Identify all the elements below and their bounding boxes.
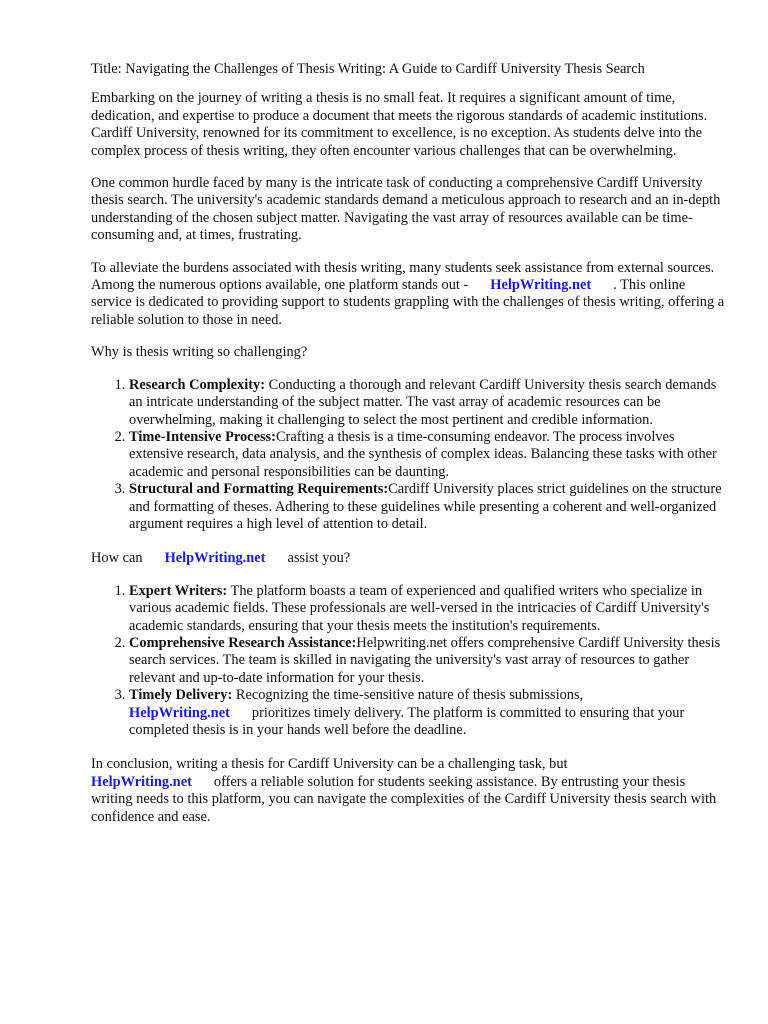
challenge-item xyxy=(129,481,728,533)
intro-paragraph-3-text-after: . This online service is dedicated to providing support to students grappling with the challenges of thesis writing, offering a reliable solution to those in need. xyxy=(91,277,725,328)
benefit-term: Comprehensive Research Assistance: xyxy=(129,634,357,651)
benefit-item xyxy=(129,635,728,687)
why-heading: Why is thesis writing so challenging? xyxy=(91,344,308,361)
how-heading-after: assist you? xyxy=(287,550,351,567)
benefit-item xyxy=(129,583,728,635)
benefit-text-before: Recognizing the time-sensitive nature of thesis submissions, xyxy=(235,687,584,704)
challenge-item xyxy=(129,429,728,481)
how-heading xyxy=(91,550,728,567)
challenge-item xyxy=(129,377,728,429)
challenge-text: Conducting a thorough and relevant Cardiff University thesis search demands an intricate understanding of the subject matter. The vast array of academic resources can be overwhelming, making it challenging to select the most pertinent and credible information. xyxy=(129,376,717,428)
intro-paragraph-2: One common hurdle faced by many is the intricate task of conducting a comprehensive Cardiff University thesis search. The university's academic standards demand a meticulous approach to research and an in-depth understanding of the chosen subject matter. Navigating the vast array of resources available can be time-consuming and, at times, frustrating. xyxy=(91,175,721,244)
challenges-list xyxy=(91,377,728,534)
benefit-text: Helpwriting.net offers comprehensive Cardiff University thesis search services. The team is skilled in navigating the university's vast array of resources to gather relevant and up-to-date information for your thesis. xyxy=(129,634,721,686)
helpwriting-link-conclusion[interactable]: HelpWriting.net xyxy=(91,773,192,790)
benefit-item xyxy=(129,687,728,739)
benefit-term: Timely Delivery: xyxy=(129,687,233,704)
benefits-list xyxy=(91,583,728,740)
how-heading-before: How can xyxy=(91,550,143,567)
conclusion-text-after: offers a reliable solution for students seeking assistance. By entrusting your thesis writing needs to this platform, you can navigate the complexities of the Cardiff University thesis search with confidence and ease. xyxy=(91,773,717,825)
intro-paragraph-1: Embarking on the journey of writing a thesis is no small feat. It requires a significant amount of time, dedication, and expertise to produce a document that meets the rigorous standards of academic institutions. Cardiff University, renowned for its commitment to excellence, is no exception. As students delve into the complex process of thesis writing, they often encounter various challenges that can be overwhelming. xyxy=(91,90,708,159)
challenge-text: Cardiff University places strict guidelines on the structure and formatting of theses. Adhering to these guidelines while presenting a coherent and well-organized argument requires a high level of attention to detail. xyxy=(129,481,722,532)
benefit-text: The platform boasts a team of experienced and qualified writers who specialize in various academic fields. These professionals are well-versed in the intricacies of Cardiff University's academic standards, ensuring that your thesis meets the institution's requirements. xyxy=(129,582,710,634)
conclusion-paragraph xyxy=(91,756,728,826)
helpwriting-link-how[interactable]: HelpWriting.net xyxy=(164,550,266,567)
challenge-term: Structural and Formatting Requirements: xyxy=(129,481,389,498)
intro-paragraph-3-text-before: To alleviate the burdens associated with thesis writing, many students seek assistance from external sources. Among the numerous options available, one platform stands out - xyxy=(91,259,715,294)
benefit-term: Expert Writers: xyxy=(129,582,228,599)
helpwriting-link-intro[interactable]: HelpWriting.net xyxy=(490,277,592,294)
helpwriting-link-delivery[interactable]: HelpWriting.net xyxy=(129,704,230,721)
document-title: Title: Navigating the Challenges of Thesis Writing: A Guide to Cardiff University Thesis Search xyxy=(91,61,645,77)
challenge-term: Time-Intensive Process: xyxy=(129,428,276,445)
benefit-text-after: prioritizes timely delivery. The platform is committed to ensuring that your completed thesis is in your hands well before the deadline. xyxy=(129,704,685,738)
challenge-term: Research Complexity: xyxy=(129,376,266,393)
intro-paragraph-3 xyxy=(91,260,728,330)
conclusion-text-before: In conclusion, writing a thesis for Cardiff University can be a challenging task, but xyxy=(91,756,568,773)
challenge-text: Crafting a thesis is a time-consuming endeavor. The process involves extensive research, data analysis, and the synthesis of complex ideas. Balancing these tasks with other academic and personal responsibilities can be daunting. xyxy=(129,428,717,480)
